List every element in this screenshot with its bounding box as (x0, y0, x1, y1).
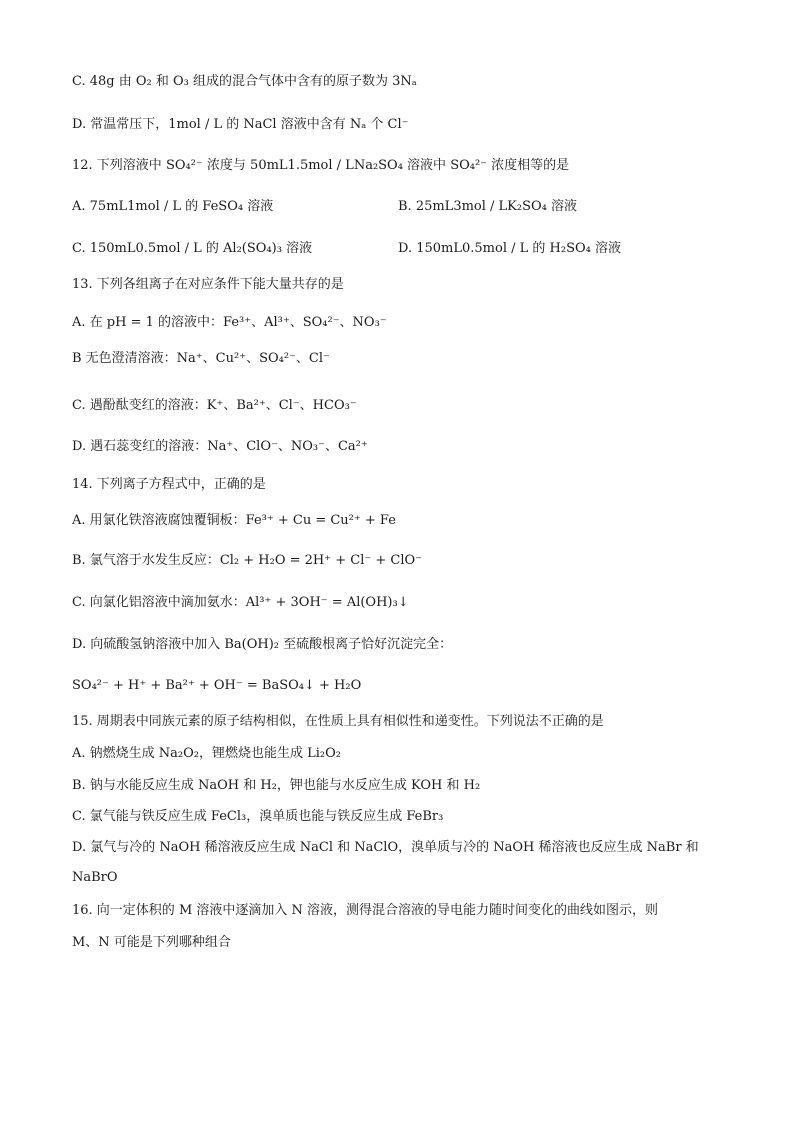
q14-stem: 14. 下列离子方程式中，正确的是 (72, 477, 266, 492)
q15-option-d-continued: NaBrO (72, 870, 118, 885)
q14-option-a: A. 用氯化铁溶液腐蚀覆铜板：Fe³⁺ + Cu = Cu²⁺ + Fe (72, 513, 396, 528)
q12-option-c: C. 150mL0.5mol / L 的 Al₂(SO₄)₃ 溶液 (72, 241, 313, 256)
q15-option-a: A. 钠燃烧生成 Na₂O₂，锂燃烧也能生成 Li₂O₂ (72, 746, 341, 761)
q12-option-d: D. 150mL0.5mol / L 的 H₂SO₄ 溶液 (398, 241, 621, 256)
q13-option-c: C. 遇酚酞变红的溶液：K⁺、Ba²⁺、Cl⁻、HCO₃⁻ (72, 398, 357, 413)
q16-stem-continued: M、N 可能是下列哪种组合 (72, 935, 231, 950)
q16-stem: 16. 向一定体积的 M 溶液中逐滴加入 N 溶液，测得混合溶液的导电能力随时间变化的曲线如图示，则 (72, 903, 659, 918)
q15-option-d: D. 氯气与冷的 NaOH 稀溶液反应生成 NaCl 和 NaClO，溴单质与冷的 NaOH 稀溶液也反应生成 NaBr 和 (72, 840, 699, 855)
q13-option-d: D. 遇石蕊变红的溶液：Na⁺、ClO⁻、NO₃⁻、Ca²⁺ (72, 439, 368, 454)
q11-option-c: C. 48g 由 O₂ 和 O₃ 组成的混合气体中含有的原子数为 3Nₐ (72, 74, 417, 89)
q15-option-b: B. 钠与水能反应生成 NaOH 和 H₂，钾也能与水反应生成 KOH 和 H₂ (72, 778, 481, 793)
q13-option-a: A. 在 pH = 1 的溶液中：Fe³⁺、Al³⁺、SO₄²⁻、NO₃⁻ (72, 315, 387, 330)
q15-stem: 15. 周期表中同族元素的原子结构相似，在性质上具有相似性和递变性。下列说法不正确的是 (72, 714, 604, 729)
q13-stem: 13. 下列各组离子在对应条件下能大量共存的是 (72, 277, 344, 292)
q14-option-b: B. 氯气溶于水发生反应：Cl₂ + H₂O = 2H⁺ + Cl⁻ + ClO⁻ (72, 553, 423, 568)
q12-stem: 12. 下列溶液中 SO₄²⁻ 浓度与 50mL1.5mol / LNa₂SO₄ 溶液中 SO₄²⁻ 浓度相等的是 (72, 158, 570, 173)
q14-option-c: C. 向氯化铝溶液中滴加氨水：Al³⁺ + 3OH⁻ = Al(OH)₃↓ (72, 595, 409, 610)
q14-option-d: D. 向硫酸氢钠溶液中加入 Ba(OH)₂ 至硫酸根离子恰好沉淀完全： (72, 637, 453, 652)
q12-option-b: B. 25mL3mol / LK₂SO₄ 溶液 (398, 199, 578, 214)
q12-option-a: A. 75mL1mol / L 的 FeSO₄ 溶液 (72, 199, 274, 214)
q11-option-d: D. 常温常压下，1mol / L 的 NaCl 溶液中含有 Nₐ 个 Cl⁻ (72, 117, 409, 132)
q15-option-c: C. 氯气能与铁反应生成 FeCl₃，溴单质也能与铁反应生成 FeBr₃ (72, 809, 444, 824)
q13-option-b: B 无色澄清溶液：Na⁺、Cu²⁺、SO₄²⁻、Cl⁻ (72, 351, 330, 366)
q14-option-d-equation: SO₄²⁻ + H⁺ + Ba²⁺ + OH⁻ = BaSO₄↓ + H₂O (72, 678, 362, 693)
